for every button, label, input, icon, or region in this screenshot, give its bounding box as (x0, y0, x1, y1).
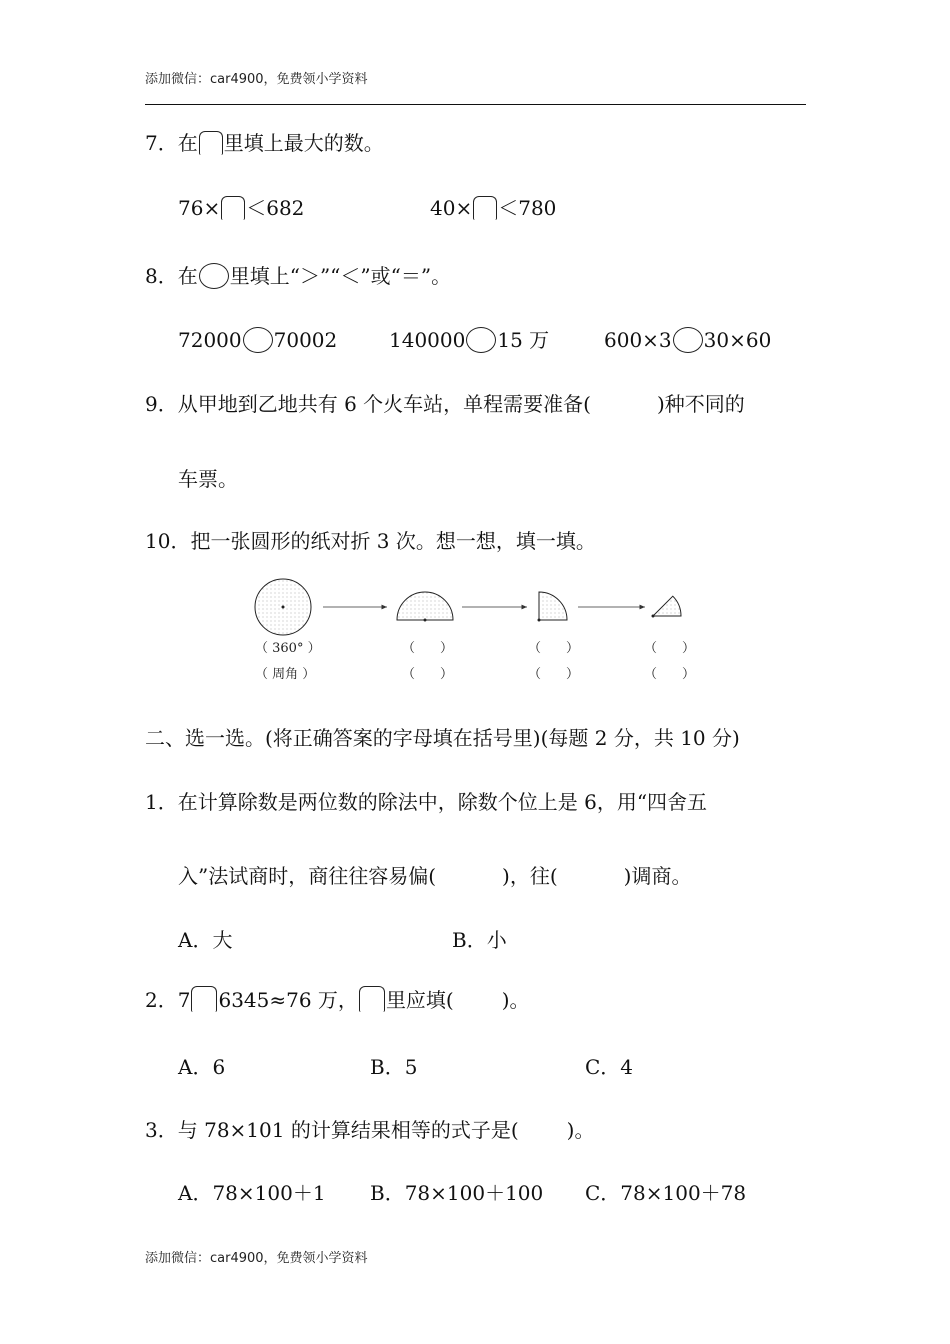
question-number: 10． (145, 529, 191, 553)
question-text: 在 (177, 131, 198, 155)
eighth-circle-shape (652, 596, 682, 617)
caption-blank-open: （ (644, 667, 658, 682)
caption-blank-open: （ (528, 667, 542, 682)
option-a[interactable]: A．78×100＋1 (178, 1181, 326, 1205)
answer-box[interactable] (221, 196, 245, 220)
q9-line2: 车票。 (178, 467, 238, 491)
answer-circle[interactable] (199, 263, 229, 289)
option-c[interactable]: C．4 (585, 1055, 634, 1079)
caption-blank-close: ） (440, 641, 454, 656)
caption-blank-close: ） (566, 667, 580, 682)
expression-right: ＜682 (246, 196, 305, 220)
compare-left: 600×3 (604, 328, 672, 352)
question-text: )，往( (502, 864, 558, 888)
full-circle-shape (255, 579, 311, 635)
compare-left: 72000 (178, 328, 242, 352)
question-number: 3． (145, 1118, 178, 1142)
question-text: 6345≈76 万， (218, 988, 358, 1012)
expression-left: 76× (178, 196, 221, 220)
question-text: 把一张圆形的纸对折 3 次。想一想，填一填。 (190, 529, 596, 553)
question-text: )。 (566, 1118, 595, 1142)
question-9 (145, 392, 745, 416)
option-c[interactable]: C．78×100＋78 (585, 1181, 747, 1205)
question-text: 在 (177, 264, 198, 288)
compare-right: 70002 (273, 328, 338, 352)
q8-item-a (178, 327, 337, 353)
option-b[interactable]: B．78×100＋100 (370, 1181, 544, 1205)
caption-blank-close: ） (566, 641, 580, 656)
s2-question-3 (145, 1118, 594, 1142)
s2-question-2 (145, 986, 530, 1012)
question-8 (145, 263, 451, 289)
question-text: 在计算除数是两位数的除法中，除数个位上是 6，用“四舍五 (177, 790, 708, 814)
question-number: 1． (145, 790, 178, 814)
caption-full-angle: （ 周角 ） (255, 667, 316, 682)
question-text: )种不同的 (656, 392, 745, 416)
question-number: 8． (145, 264, 178, 288)
caption-blank-close: ） (682, 667, 696, 682)
q8-item-c (604, 327, 771, 353)
question-text: 入”法试商时，商往往容易偏( (178, 864, 437, 888)
s2-question-1 (145, 790, 707, 814)
caption-blank-close: ） (682, 641, 696, 656)
expression-right: ＜780 (498, 196, 557, 220)
q8-item-b (389, 327, 549, 353)
question-text: 里应填( (385, 988, 454, 1012)
question-7 (145, 131, 384, 155)
option-a[interactable]: A．大 (178, 928, 233, 952)
question-text: 与 78×101 的计算结果相等的式子是( (177, 1118, 519, 1142)
semicircle-shape (397, 592, 453, 622)
caption-blank-open: （ (402, 641, 416, 656)
compare-left: 140000 (389, 328, 466, 352)
answer-box[interactable] (191, 986, 217, 1012)
option-a[interactable]: A．6 (178, 1055, 226, 1079)
question-number: 7． (145, 131, 178, 155)
answer-circle[interactable] (673, 327, 703, 353)
option-b[interactable]: B．5 (370, 1055, 418, 1079)
question-10 (145, 529, 596, 553)
section-2-heading: 二、选一选。(将正确答案的字母填在括号里)(每题 2 分，共 10 分) (145, 726, 740, 750)
question-number: 2． (145, 988, 178, 1012)
page-header-text: 添加微信：car4900，免费领小学资料 (145, 72, 368, 87)
folding-diagram (245, 575, 705, 685)
caption-blank-open: （ (644, 641, 658, 656)
answer-circle[interactable] (243, 327, 273, 353)
question-text: 里填上最大的数。 (223, 131, 384, 155)
question-number: 9． (145, 392, 178, 416)
header-rule (145, 104, 806, 105)
question-text: 7 (177, 988, 191, 1012)
answer-box[interactable] (199, 131, 223, 155)
expression-left: 40× (430, 196, 473, 220)
q7-item-b (430, 196, 556, 220)
compare-right: 30×60 (703, 328, 772, 352)
question-text: 里填上“＞”“＜”或“＝”。 (229, 264, 452, 288)
question-text: )。 (501, 988, 530, 1012)
s2-question-1-line2 (178, 864, 691, 888)
q7-item-a (178, 196, 304, 220)
answer-circle[interactable] (466, 327, 496, 353)
question-text: )调商。 (623, 864, 692, 888)
answer-box[interactable] (473, 196, 497, 220)
quarter-circle-shape (538, 592, 568, 622)
question-text: 从甲地到乙地共有 6 个火车站，单程需要准备( (177, 392, 591, 416)
compare-right: 15 万 (497, 328, 550, 352)
caption-blank-open: （ (528, 641, 542, 656)
option-b[interactable]: B．小 (452, 928, 507, 952)
page-footer-text: 添加微信：car4900，免费领小学资料 (145, 1251, 368, 1266)
caption-angle-360: （ 360° ） (255, 641, 321, 656)
caption-blank-open: （ (402, 667, 416, 682)
caption-blank-close: ） (440, 667, 454, 682)
answer-box[interactable] (359, 986, 385, 1012)
